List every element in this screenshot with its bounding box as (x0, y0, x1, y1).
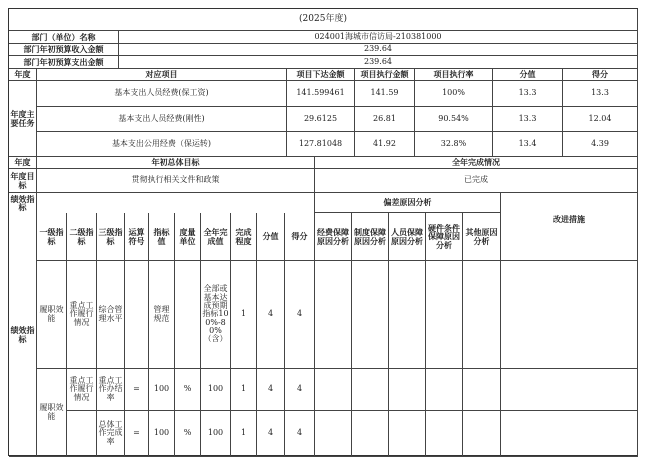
performance-table (8, 8, 638, 456)
task-row-label-block: 年度主要任务 (9, 81, 37, 157)
hdr-val: 指标值 (149, 213, 175, 261)
perf-l2-1: 重点工作履行情况 (67, 261, 97, 369)
perf-row-label-main: 绩效指标 (9, 213, 37, 457)
task-budget-3: 127.81048 (287, 132, 355, 157)
col-exec-rate: 项目执行率 (415, 69, 493, 81)
perf-unit-3: % (175, 411, 201, 457)
perf-l2-2: 重点工作履行情况 (67, 369, 97, 411)
perf-dev-other-2 (463, 369, 501, 411)
dept-label: 部门（单位）名称 (9, 31, 119, 44)
improve-header: 改进措施 (501, 213, 638, 261)
col-budget: 项目下达金额 (287, 69, 355, 81)
perf-val-3: 100 (149, 411, 175, 457)
perf-dev-system-3 (352, 411, 389, 457)
perf-dev-other-1 (463, 261, 501, 369)
task-rate-2: 90.54% (415, 107, 493, 132)
year-title: (2025年度) (9, 9, 638, 31)
task-exec-2: 26.81 (355, 107, 415, 132)
expense-label: 部门年初预算支出金额 (9, 56, 119, 69)
task-row-label-top: 年度 (9, 69, 37, 81)
task-budget-2: 29.6125 (287, 107, 355, 132)
perf-l3-2: 重点工作办结率 (97, 369, 125, 411)
perf-done-1: 全部或基本达成预期指标100%-80%（含） (201, 261, 231, 369)
col-project: 对应项目 (37, 69, 287, 81)
improve-header-top (501, 193, 638, 213)
hdr-l3: 三级指标 (97, 213, 125, 261)
perf-degree-1: 1 (231, 261, 257, 369)
hdr-l2: 二级指标 (67, 213, 97, 261)
perf-dev-hardware-3 (426, 411, 463, 457)
hdr-l1: 一级指标 (37, 213, 67, 261)
perf-dev-other-3 (463, 411, 501, 457)
perf-row-label-top: 绩效指标 (9, 193, 37, 213)
perf-unit-2: % (175, 369, 201, 411)
task-score-3: 4.39 (563, 132, 638, 157)
hdr-done: 全年完成值 (201, 213, 231, 261)
task-rate-3: 32.8% (415, 132, 493, 157)
col-goal: 年初总体目标 (37, 157, 315, 169)
perf-improve-3 (501, 411, 638, 457)
perf-degree-3: 1 (231, 411, 257, 457)
perf-l1-1: 履职效能 (37, 261, 67, 369)
task-value-3: 13.4 (493, 132, 563, 157)
perf-improve-2 (501, 369, 638, 411)
goal-row-label: 年度目标 (9, 169, 37, 193)
dev-hardware: 硬件条件保障原因分析 (426, 213, 463, 261)
col-completion: 全年完成情况 (315, 157, 638, 169)
col-exec-amount: 项目执行金额 (355, 69, 415, 81)
completion-text: 已完成 (315, 169, 638, 193)
task-project-2: 基本支出人员经费(刚性) (37, 107, 287, 132)
task-value-2: 13.3 (493, 107, 563, 132)
perf-done-3: 100 (201, 411, 231, 457)
hdr-unit: 度量单位 (175, 213, 201, 261)
perf-value-3: 4 (257, 411, 285, 457)
task-project-1: 基本支出人员经费(保工资) (37, 81, 287, 107)
perf-l3-1: 综合管理水平 (97, 261, 125, 369)
perf-dev-system-1 (352, 261, 389, 369)
col-score: 得分 (563, 69, 638, 81)
col-score-value: 分值 (493, 69, 563, 81)
perf-val-1: 管理规范 (149, 261, 175, 369)
perf-degree-2: 1 (231, 369, 257, 411)
perf-dev-staff-3 (389, 411, 426, 457)
hdr-value: 分值 (257, 213, 285, 261)
perf-score-3: 4 (285, 411, 315, 457)
perf-dev-staff-2 (389, 369, 426, 411)
hdr-op: 运算符号 (125, 213, 149, 261)
perf-dev-hardware-1 (426, 261, 463, 369)
dev-other: 其他原因分析 (463, 213, 501, 261)
task-score-1: 13.3 (563, 81, 638, 107)
perf-dev-hardware-2 (426, 369, 463, 411)
perf-l2-3 (67, 411, 97, 457)
perf-done-2: 100 (201, 369, 231, 411)
perf-l1-merged: 履职效能 (37, 369, 67, 457)
perf-dev-system-2 (352, 369, 389, 411)
perf-value-1: 4 (257, 261, 285, 369)
perf-op-1 (125, 261, 149, 369)
dev-system: 制度保障原因分析 (352, 213, 389, 261)
perf-l3-3: 总体工作完成率 (97, 411, 125, 457)
perf-unit-1 (175, 261, 201, 369)
perf-dev-staff-1 (389, 261, 426, 369)
deviation-header: 偏差原因分析 (315, 193, 501, 213)
expense-value: 239.64 (119, 56, 638, 69)
hdr-degree: 完成程度 (231, 213, 257, 261)
perf-op-3: = (125, 411, 149, 457)
income-label: 部门年初预算收入金额 (9, 44, 119, 56)
task-budget-1: 141.599461 (287, 81, 355, 107)
goal-row-label-year: 年度 (9, 157, 37, 169)
perf-header-blank (37, 193, 315, 213)
dev-staff: 人员保障原因分析 (389, 213, 426, 261)
perf-value-2: 4 (257, 369, 285, 411)
task-exec-1: 141.59 (355, 81, 415, 107)
task-score-2: 12.04 (563, 107, 638, 132)
hdr-score: 得分 (285, 213, 315, 261)
perf-score-2: 4 (285, 369, 315, 411)
task-value-1: 13.3 (493, 81, 563, 107)
task-exec-3: 41.92 (355, 132, 415, 157)
perf-op-2: = (125, 369, 149, 411)
perf-val-2: 100 (149, 369, 175, 411)
perf-score-1: 4 (285, 261, 315, 369)
perf-dev-funding-2 (315, 369, 352, 411)
income-value: 239.64 (119, 44, 638, 56)
perf-dev-funding-1 (315, 261, 352, 369)
task-project-3: 基本支出公用经费（保运转) (37, 132, 287, 157)
perf-dev-funding-3 (315, 411, 352, 457)
goal-text: 贯彻执行相关文件和政策 (37, 169, 315, 193)
task-rate-1: 100% (415, 81, 493, 107)
dept-value: 024001海城市信访局-210381000 (119, 31, 638, 44)
perf-improve-1 (501, 261, 638, 369)
dev-funding: 经费保障原因分析 (315, 213, 352, 261)
